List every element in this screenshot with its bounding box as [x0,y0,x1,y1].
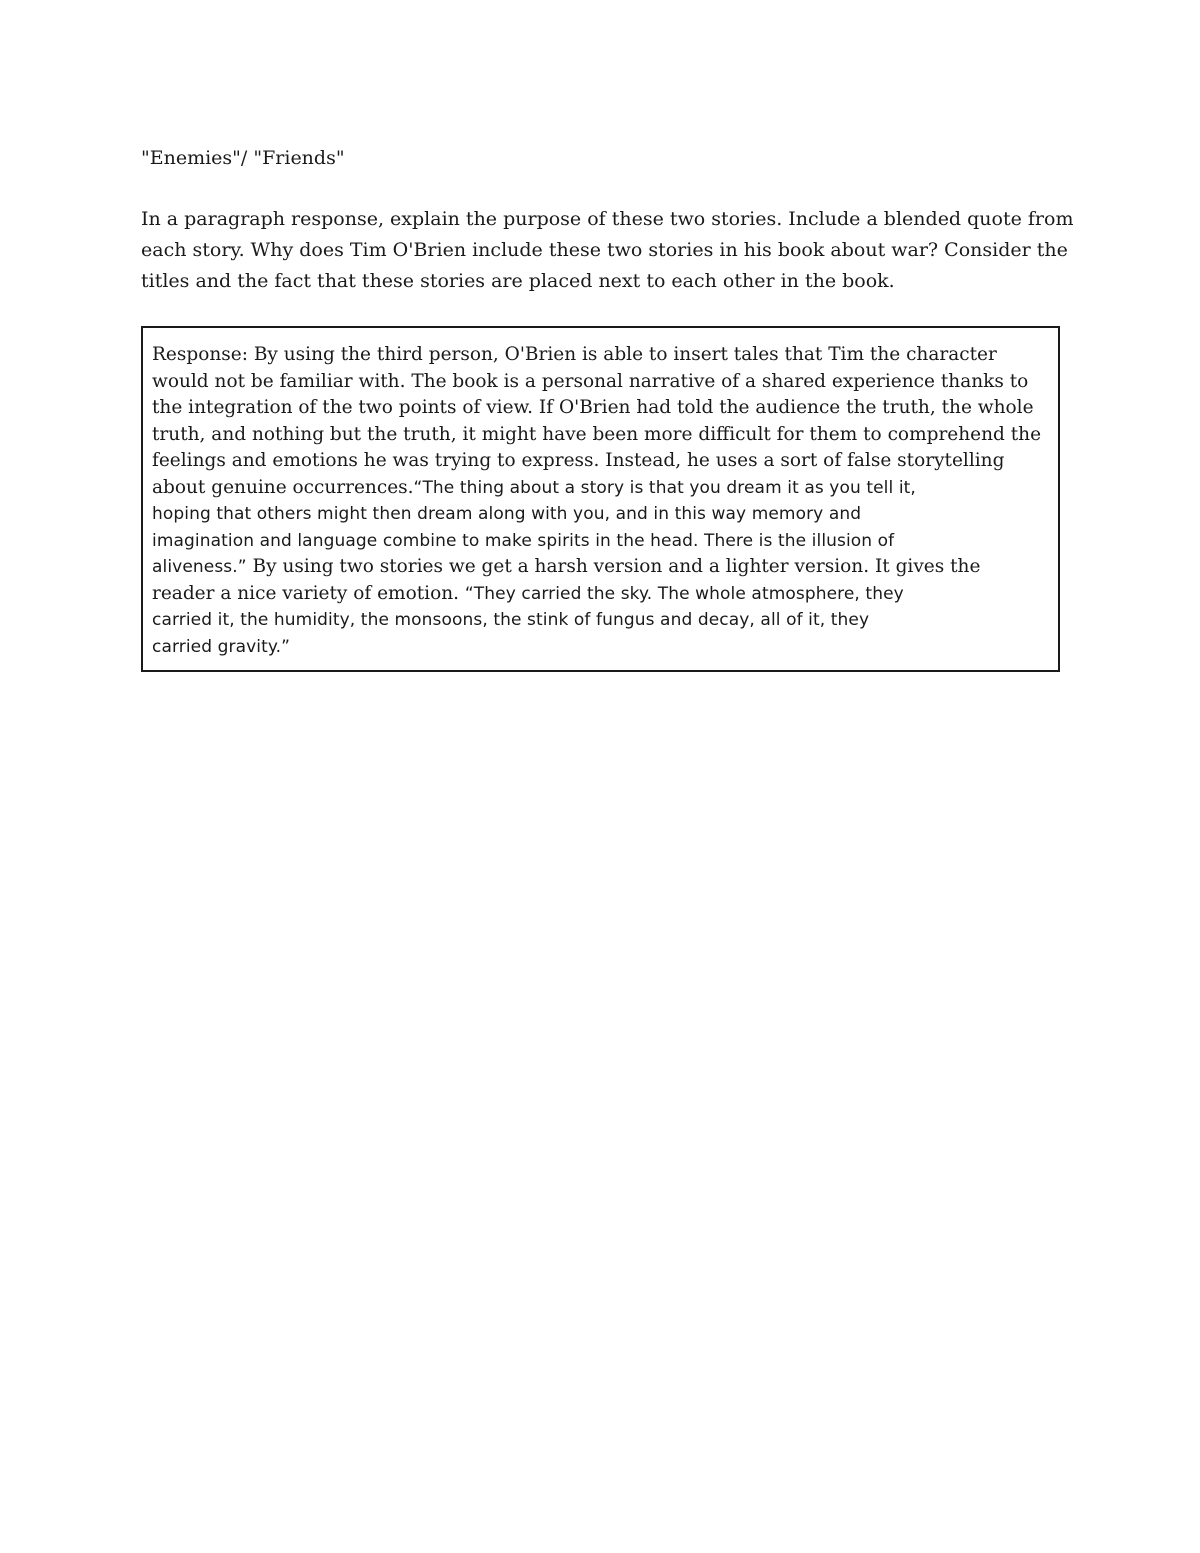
blended-quote: hoping that others might then dream along with you, and in this way memory and [152,504,862,524]
prompt-paragraph [141,204,1074,297]
prompt-line: titles and the fact that these stories are placed next to each other in the book. [141,270,895,292]
response-line: the integration of the two points of view. If O'Brien had told the audience the truth, the whole [152,397,1034,418]
blended-quote: aliveness.” [152,557,247,577]
response-line [152,554,1052,581]
response-line: Response: By using the third person, O'Brien is able to insert tales that Tim the character [152,344,997,365]
blended-quote: carried it, the humidity, the monsoons, the stink of fungus and decay, all of it, they [152,610,870,630]
prompt-line: each story. Why does Tim O'Brien include these two stories in his book about war? Consider the [141,239,1068,261]
response-line [152,475,1052,502]
response-text-plain: By using two stories we get a harsh version and a lighter version. It gives the [246,556,981,577]
prompt-line: In a paragraph response, explain the purpose of these two stories. Include a blended quote from [141,208,1074,230]
response-line: would not be familiar with. The book is a personal narrative of a shared experience thanks to [152,370,1029,392]
blended-quote: imagination and language combine to make spirits in the head. There is the illusion of [152,530,895,551]
blended-quote: “The thing about a story is that you dream it as you tell it, [413,477,916,498]
response-line [152,581,1052,608]
blended-quote: “They carried the sky. The whole atmosphere, they [464,583,904,604]
response-line: feelings and emotions he was trying to express. Instead, he uses a sort of false storytelling [152,450,1005,471]
response-box [141,326,1060,672]
page-title: "Enemies"/ "Friends" [141,147,345,169]
response-line: truth, and nothing but the truth, it might have been more difficult for them to comprehend the [152,423,1042,445]
blended-quote: carried gravity.” [152,636,291,657]
response-text [152,342,1052,660]
response-text-plain: reader a nice variety of emotion. [152,582,465,604]
response-text-plain: about genuine occurrences. [152,476,414,498]
